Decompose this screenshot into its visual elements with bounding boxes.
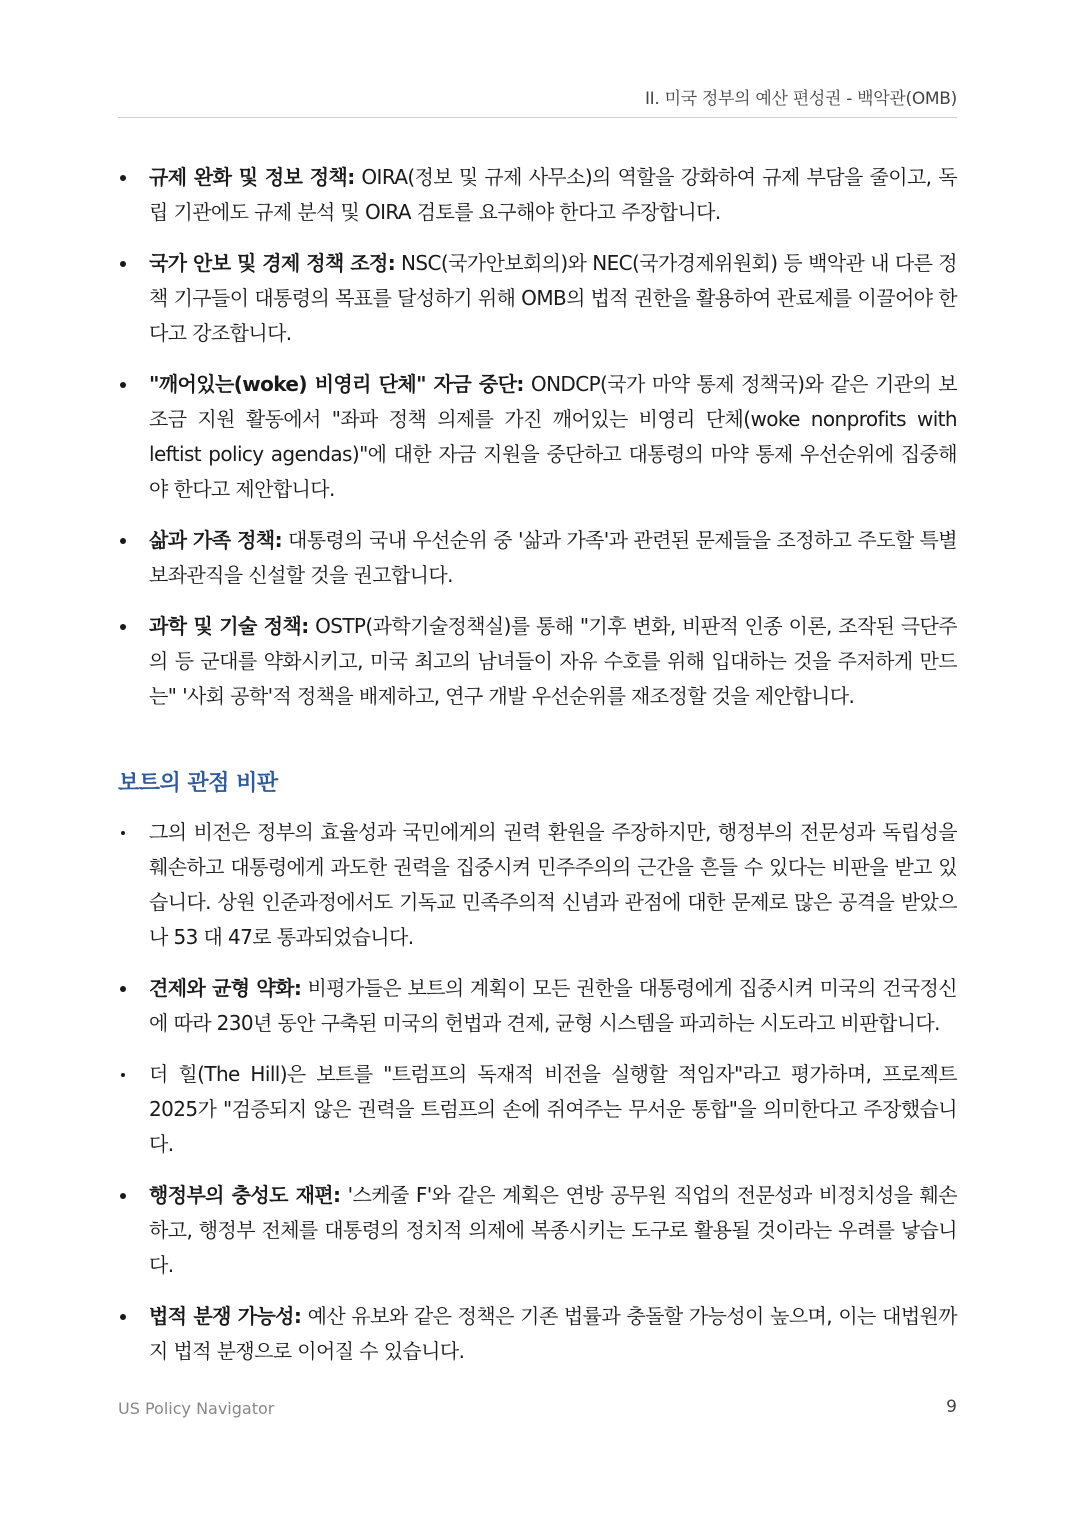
list-item bbox=[118, 1057, 957, 1162]
list-item bbox=[118, 815, 957, 955]
bullet-term: 국가 안보 및 경제 정책 조정: bbox=[149, 251, 396, 275]
running-header: II. 미국 정부의 예산 편성권 - 백악관(OMB) bbox=[644, 89, 957, 109]
bullet-text: NSC(국가안보회의)와 NEC(국가경제위원회) 등 백악관 내 다른 정책 기구들이 대통령의 목표를 달성하기 위해 OMB의 법적 권한을 활용하여 관료제를 이끌어야 한다고 강조합니다. bbox=[149, 251, 957, 345]
policy-bullet-list bbox=[118, 160, 957, 714]
bullet-term: 규제 완화 및 정보 정책: bbox=[149, 165, 355, 189]
list-item bbox=[118, 1178, 957, 1283]
header-divider bbox=[118, 117, 957, 118]
bullet-text: 비평가들은 보트의 계획이 모든 권한을 대통령에게 집중시켜 미국의 건국정신에 따라 230년 동안 구축된 미국의 헌법과 견제, 균형 시스템을 파괴하는 시도라고 비판합니다. bbox=[149, 976, 957, 1035]
bullet-term: 견제와 균형 약화: bbox=[149, 976, 302, 1000]
list-item bbox=[118, 246, 957, 351]
list-item bbox=[118, 609, 957, 714]
bullet-term: 법적 분쟁 가능성: bbox=[149, 1304, 302, 1328]
bullet-text: OIRA(정보 및 규제 사무소)의 역할을 강화하여 규제 부담을 줄이고, 독립 기관에도 규제 분석 및 OIRA 검토를 요구해야 한다고 주장합니다. bbox=[149, 165, 957, 224]
list-item bbox=[118, 523, 957, 593]
bullet-text: 예산 유보와 같은 정책은 기존 법률과 충돌할 가능성이 높으며, 이는 대법원까지 법적 분쟁으로 이어질 수 있습니다. bbox=[149, 1304, 957, 1363]
list-item bbox=[118, 160, 957, 230]
list-item bbox=[118, 1299, 957, 1369]
bullet-term: 과학 및 기술 정책: bbox=[149, 614, 309, 638]
footer-publication: US Policy Navigator bbox=[118, 1399, 275, 1418]
bullet-text: OSTP(과학기술정책실)를 통해 "기후 변화, 비판적 인종 이론, 조작된 극단주의 등 군대를 약화시키고, 미국 최고의 남녀들이 자유 수호를 위해 입대하는 것을 주저하게 만드는" '사회 공학'적 정책을 배제하고, 연구 개발 우선순위를 재조정할 것을 제안합니다. bbox=[149, 614, 957, 708]
list-item bbox=[118, 367, 957, 507]
bullet-text: 대통령의 국내 우선순위 중 '삶과 가족'과 관련된 문제들을 조정하고 주도할 특별 보좌관직을 신설할 것을 권고합니다. bbox=[149, 528, 957, 587]
bullet-text: ONDCP(국가 마약 통제 정책국)와 같은 기관의 보조금 지원 활동에서 "좌파 정책 의제를 가진 깨어있는 비영리 단체(woke nonprofits with leftist policy agendas)"에 대한 자금 지원을 중단하고 대통령의 마약 통제 우선순위에 집중해야 한다고 제안합니다. bbox=[149, 372, 958, 501]
page-number: 9 bbox=[946, 1397, 957, 1417]
page-content bbox=[118, 160, 957, 1385]
bullet-term: 삶과 가족 정책: bbox=[149, 528, 282, 552]
bullet-text: '스케줄 F'와 같은 계획은 연방 공무원 직업의 전문성과 비정치성을 훼손하고, 행정부 전체를 대통령의 정치적 의제에 복종시키는 도구로 활용될 것이라는 우려를 낳습니다. bbox=[149, 1183, 957, 1277]
bullet-term: "깨어있는(woke) 비영리 단체" 자금 중단: bbox=[149, 372, 524, 396]
bullet-text: 더 힐(The Hill)은 보트를 "트럼프의 독재적 비전을 실행할 적임자"라고 평가하며, 프로젝트 2025가 "검증되지 않은 권력을 트럼프의 손에 쥐여주는 무서운 통합"을 의미한다고 주장했습니다. bbox=[149, 1062, 957, 1156]
bullet-text: 그의 비전은 정부의 효율성과 국민에게의 권력 환원을 주장하지만, 행정부의 전문성과 독립성을 훼손하고 대통령에게 과도한 권력을 집중시켜 민주주의의 근간을 흔들 수 있다는 비판을 받고 있습니다. 상원 인준과정에서도 기독교 민족주의적 신념과 관점에 대한 문제로 많은 공격을 받았으나 53 대 47로 통과되었습니다. bbox=[149, 820, 957, 949]
bullet-term: 행정부의 충성도 재편: bbox=[149, 1183, 341, 1207]
critique-bullet-list bbox=[118, 815, 957, 1369]
section-heading: 보트의 관점 비판 bbox=[118, 771, 278, 796]
list-item bbox=[118, 971, 957, 1041]
